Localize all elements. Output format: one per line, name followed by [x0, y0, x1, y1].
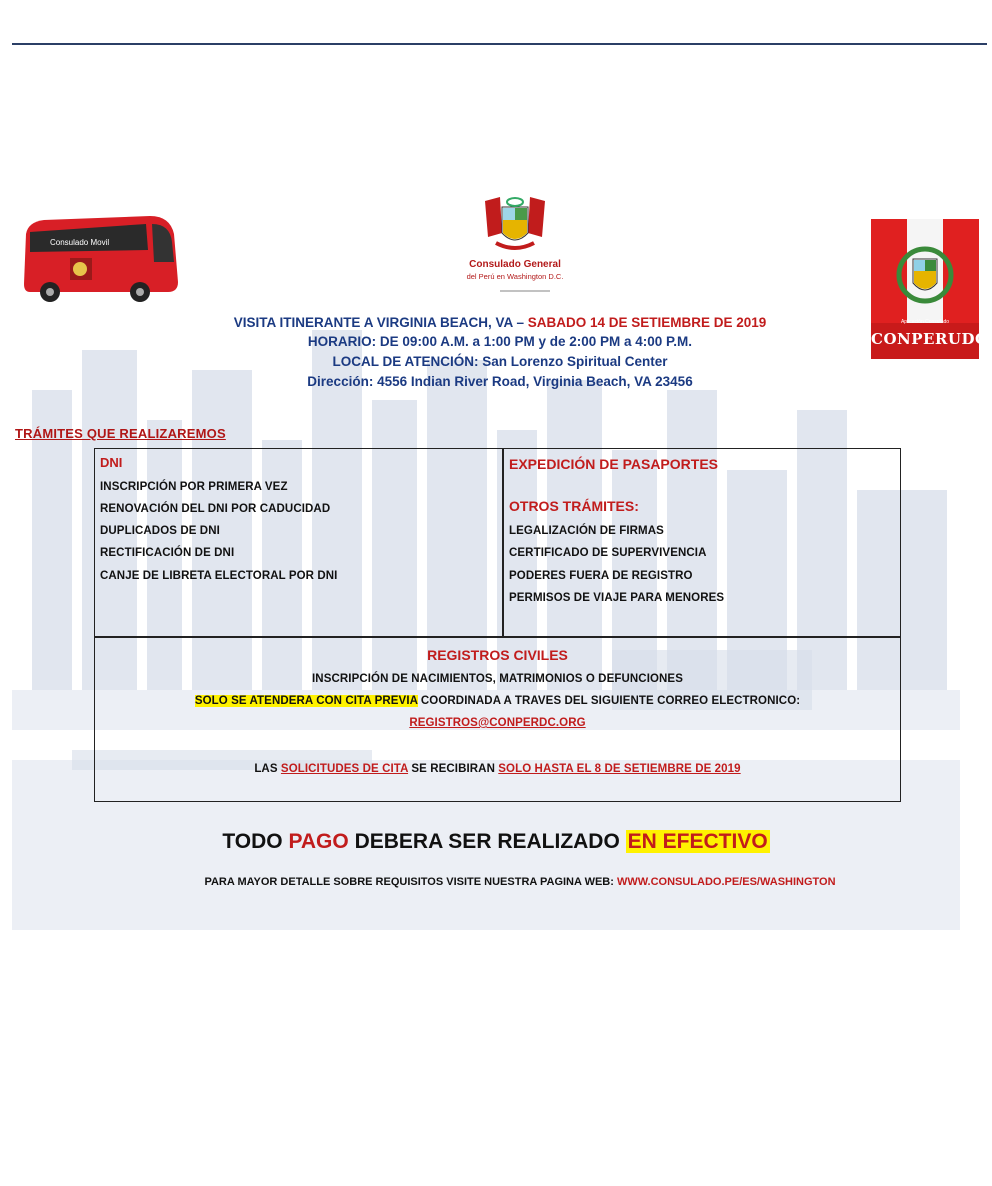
services-table	[94, 448, 901, 802]
otros-item: LEGALIZACIÓN DE FIRMAS	[509, 525, 664, 537]
dni-item: RECTIFICACIÓN DE DNI	[100, 547, 235, 559]
otros-tramites-title: OTROS TRÁMITES:	[509, 498, 639, 514]
visit-title: VISITA ITINERANTE A VIRGINIA BEACH, VA – SABADO 14 DE SETIEMBRE DE 2019	[233, 315, 767, 330]
solicitudes-line: LAS SOLICITUDES DE CITA SE RECIBIRAN SOLO HASTA EL 8 DE SETIEMBRE DE 2019	[254, 763, 741, 775]
conperudc-brand: CONPERUDC	[871, 330, 988, 348]
payment-notice: TODO PAGO DEBERA SER REALIZADO EN EFECTIVO	[222, 830, 768, 853]
registros-email-link[interactable]: REGISTROS@CONPERDC.ORG	[409, 717, 586, 729]
otros-item: CERTIFICADO DE SUPERVIVENCIA	[509, 547, 707, 559]
bus-label: Consulado Movil	[50, 238, 110, 247]
dni-item: DUPLICADOS DE DNI	[100, 525, 220, 537]
more-info-line: PARA MAYOR DETALLE SOBRE REQUISITOS VISITE NUESTRA PAGINA WEB: WWW.CONSULADO.PE/ES/WASHINGTON	[204, 876, 836, 888]
registros-email-row	[94, 717, 901, 729]
table-column-divider	[502, 448, 504, 637]
conperudc-small-text: Aplicación Consulado	[900, 319, 950, 325]
top-border-line	[12, 43, 987, 45]
table-row-divider	[94, 636, 901, 638]
otros-item: PODERES FUERA DE REGISTRO	[509, 570, 693, 582]
registros-line: INSCRIPCIÓN DE NACIMIENTOS, MATRIMONIOS O DEFUNCIONES	[312, 673, 683, 685]
bus-icon	[20, 212, 180, 304]
pasaportes-title: EXPEDICIÓN DE PASAPORTES	[509, 456, 719, 472]
otros-item: PERMISOS DE VIAJE PARA MENORES	[509, 592, 725, 604]
schedule-line: HORARIO: DE 09:00 A.M. a 1:00 PM y de 2:00 PM a 4:00 P.M.	[307, 334, 693, 349]
consulate-small-text-line	[500, 290, 550, 292]
location-line: LOCAL DE ATENCIÓN: San Lorenzo Spiritual Center	[332, 354, 668, 369]
consulate-website-link[interactable]: WWW.CONSULADO.PE/ES/WASHINGTON	[616, 876, 836, 888]
cita-previa-line: SOLO SE ATENDERA CON CITA PREVIA COORDINADA A TRAVES DEL SIGUIENTE CORREO ELECTRONICO:	[194, 695, 801, 707]
consulate-name: Consulado General	[469, 259, 561, 270]
consulate-subtitle: del Perú en Washington D.C.	[466, 272, 564, 281]
dni-item: INSCRIPCIÓN POR PRIMERA VEZ	[100, 481, 288, 493]
registros-title: REGISTROS CIVILES	[427, 647, 568, 663]
dni-item: RENOVACIÓN DEL DNI POR CADUCIDAD	[100, 503, 331, 515]
dni-title: DNI	[100, 455, 123, 470]
dni-item: CANJE DE LIBRETA ELECTORAL POR DNI	[100, 570, 338, 582]
tramites-title: TRÁMITES QUE REALIZAREMOS	[15, 426, 226, 441]
address-line: Dirección: 4556 Indian River Road, Virginia Beach, VA 23456	[307, 374, 693, 389]
peru-crest-icon	[480, 193, 550, 255]
